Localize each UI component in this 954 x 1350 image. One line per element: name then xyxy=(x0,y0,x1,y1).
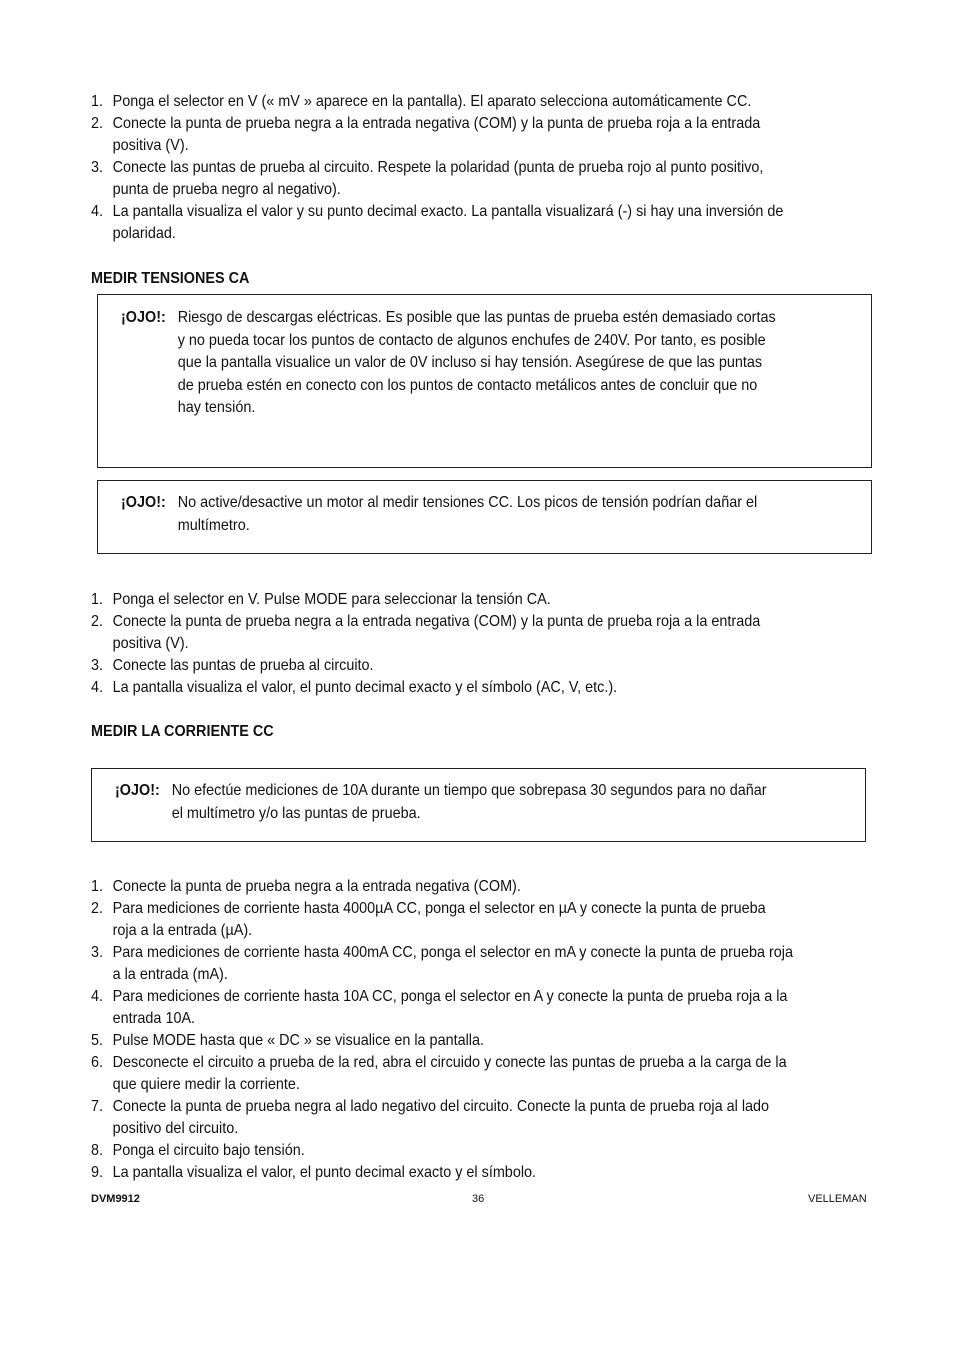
list-item: 8. Ponga el circuito bajo tensión. xyxy=(91,1142,305,1159)
warning-text: Riesgo de descargas eléctricas. Es posible que las puntas de prueba estén demasiado cortas y no pueda tocar los puntos de contacto de algunos enchufes de 240V. Por tanto, es posible que la pantalla visualice un valor de 0V incluso si hay tensión. Asegúrese de que las puntas de prueba estén en conecto con los puntos de contacto metálicos antes de concluir que no hay tensión. xyxy=(177,309,776,416)
warning-label: ¡OJO!: xyxy=(121,309,166,326)
dc-voltage-steps xyxy=(91,91,793,245)
list-item: 4. La pantalla visualiza el valor, el punto decimal exacto y el símbolo (AC, V, etc.). xyxy=(91,679,618,696)
list-item: 2. Conecte la punta de prueba negra a la entrada negativa (COM) y la punta de prueba roja a la entrada positiva (V). xyxy=(91,613,761,652)
list-item: 9. La pantalla visualiza el valor, el punto decimal exacto y el símbolo. xyxy=(91,1164,537,1181)
list-item: 3. Conecte las puntas de prueba al circuito. Respete la polaridad (punta de prueba rojo al punto positivo, punta de prueba negro al negativo). xyxy=(91,159,764,198)
list-item: 3. Para mediciones de corriente hasta 400mA CC, ponga el selector en mA y conecte la punta de prueba roja a la entrada (mA). xyxy=(91,944,794,983)
list-item: 3. Conecte las puntas de prueba al circuito. xyxy=(91,657,374,674)
list-item: 5. Pulse MODE hasta que « DC » se visualice en la pantalla. xyxy=(91,1032,485,1049)
list-item: 4. La pantalla visualiza el valor y su punto decimal exacto. La pantalla visualizará (-) si hay una inversión de polaridad. xyxy=(91,203,784,242)
list-item: 6. Desconecte el circuito a prueba de la red, abra el circuido y conecte las puntas de prueba a la carga de la que quiere medir la corriente. xyxy=(91,1054,787,1093)
warning-text: No efectúe mediciones de 10A durante un tiempo que sobrepasa 30 segundos para no dañar el multímetro y/o las puntas de prueba. xyxy=(171,782,767,822)
ac-voltage-steps xyxy=(91,589,793,699)
list-item: 1. Conecte la punta de prueba negra a la entrada negativa (COM). xyxy=(91,878,521,895)
dc-current-steps xyxy=(91,876,793,1184)
list-item: 1. Ponga el selector en V (« mV » aparece en la pantalla). El aparato selecciona automáticamente CC. xyxy=(91,93,752,110)
footer-brand: VELLEMAN xyxy=(808,1193,867,1205)
warning-label: ¡OJO!: xyxy=(115,782,160,799)
section-heading-ca: MEDIR TENSIONES CA xyxy=(91,270,250,287)
list-item: 2. Conecte la punta de prueba negra a la entrada negativa (COM) y la punta de prueba roja a la entrada positiva (V). xyxy=(91,115,761,154)
warning-box-motor xyxy=(97,480,872,554)
footer-model: DVM9912 xyxy=(91,1193,140,1205)
warning-box-shock xyxy=(97,294,872,468)
list-item: 2. Para mediciones de corriente hasta 4000µA CC, ponga el selector en µA y conecte la punta de prueba roja a la entrada (µA). xyxy=(91,900,766,939)
list-item: 1. Ponga el selector en V. Pulse MODE para seleccionar la tensión CA. xyxy=(91,591,551,608)
list-item: 4. Para mediciones de corriente hasta 10A CC, ponga el selector en A y conecte la punta de prueba roja a la entrada 10A. xyxy=(91,988,788,1027)
warning-text: No active/desactive un motor al medir tensiones CC. Los picos de tensión podrían dañar el multímetro. xyxy=(177,494,758,534)
footer-page-number: 36 xyxy=(472,1193,485,1205)
section-heading-cc: MEDIR LA CORRIENTE CC xyxy=(91,723,274,740)
warning-label: ¡OJO!: xyxy=(121,494,166,511)
list-item: 7. Conecte la punta de prueba negra al lado negativo del circuito. Conecte la punta de prueba roja al lado positivo del circuito. xyxy=(91,1098,770,1137)
warning-box-current xyxy=(91,768,866,842)
